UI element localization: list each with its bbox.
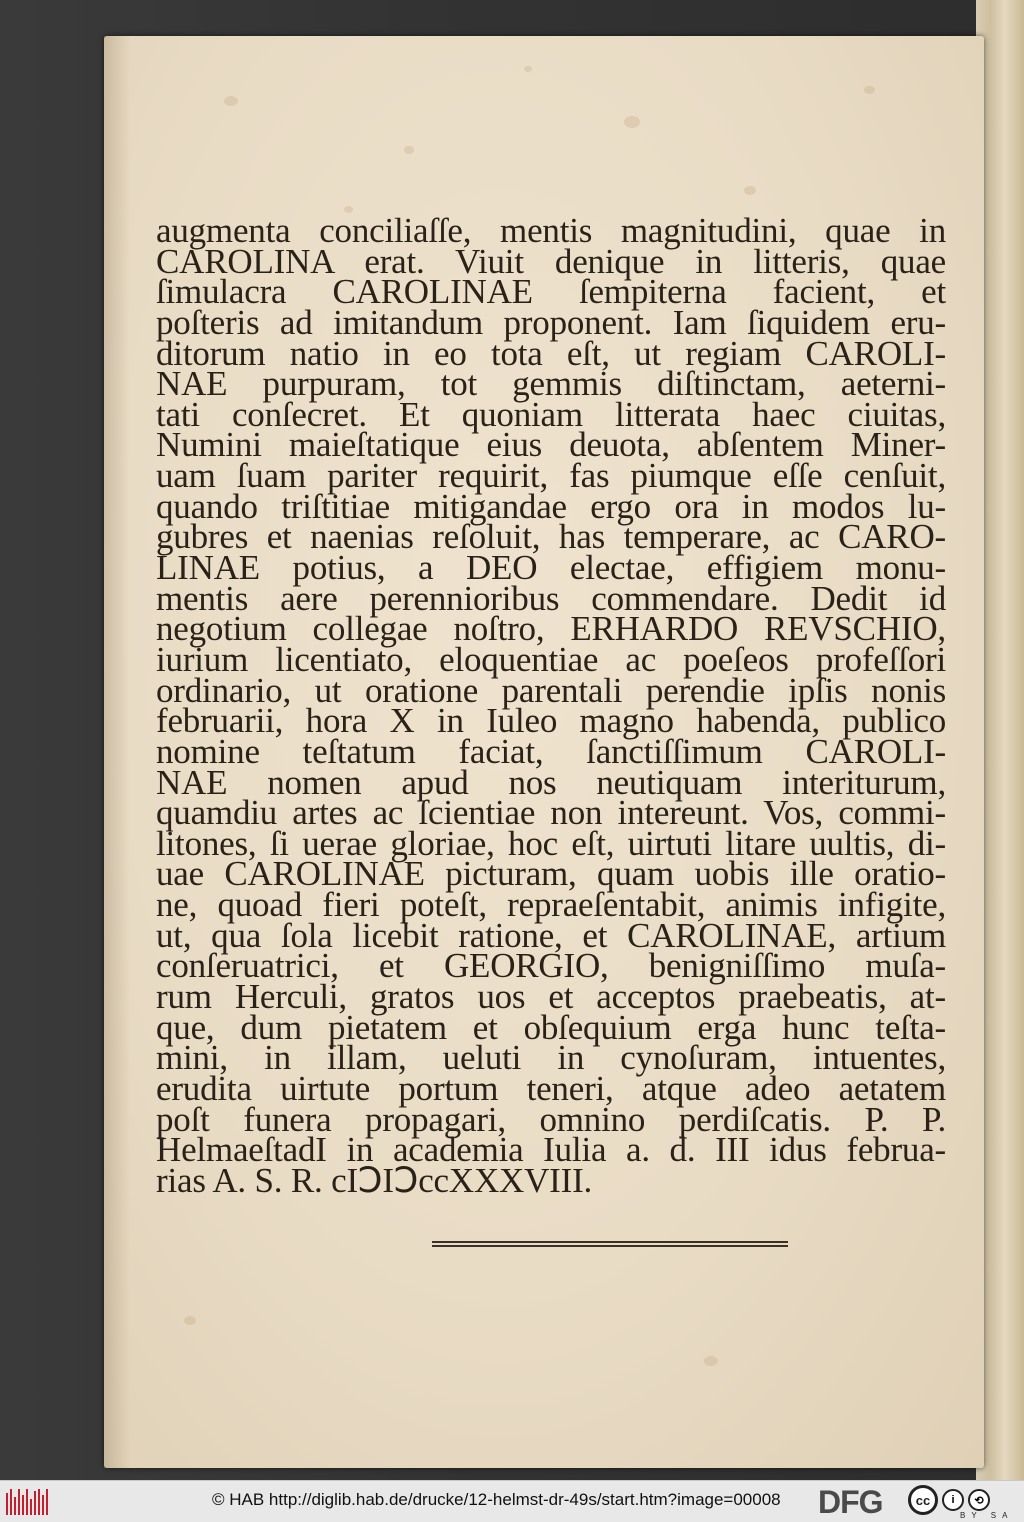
- text-line: ditorum natio in eo tota eſt, ut regiam CAROLI-: [156, 333, 946, 373]
- text-line: negotium collegae noſtro, ERHARDO REVSCHIO,: [156, 609, 946, 649]
- text-line: erudita uirtute portum teneri, atque adeo aetatem: [156, 1068, 946, 1108]
- barcode-icon: [6, 1489, 48, 1515]
- text-line: rias A. S. R. cIↃIↃccXXXVIII.: [156, 1160, 593, 1200]
- text-line: februarii, hora X in Iuleo magno habenda, publico: [156, 701, 946, 741]
- text-line: rum Herculi, gratos uos et acceptos praebeatis, at-: [156, 977, 946, 1017]
- text-line: quamdiu artes ac ſcientiae non intereunt. Vos, commi-: [156, 793, 946, 833]
- double-rule-divider: [432, 1241, 788, 1249]
- text-line: HelmaeſtadI in academia Iulia a. d. III idus februa-: [156, 1130, 946, 1170]
- text-line: poſt funera propagari, omnino perdiſcatis. P. P.: [156, 1099, 946, 1139]
- text-line: gubres et naenias reſoluit, has temperare, ac CARO-: [156, 517, 946, 557]
- text-line: ordinario, ut oratione parentali perendie ipſis nonis: [156, 670, 946, 710]
- cc-sa-icon: ⟲: [968, 1489, 990, 1511]
- text-line: CAROLINA erat. Viuit denique in litteris, quae: [156, 241, 946, 281]
- dfg-logo: DFG: [818, 1484, 883, 1520]
- text-line: ut, qua ſola licebit ratione, et CAROLINAE, artium: [156, 915, 946, 955]
- text-line: ne, quoad fieri poteſt, repraeſentabit, animis infigite,: [156, 885, 946, 925]
- footer-bar: [0, 1480, 1024, 1522]
- text-line: NAE nomen apud nos neutiquam interiturum,: [156, 762, 946, 802]
- text-line: poſteris ad imitandum proponent. Iam ſiquidem eru-: [156, 302, 946, 342]
- cc-icon: cc: [908, 1485, 938, 1515]
- text-line: tati conſecret. Et quoniam litterata haec ciuitas,: [156, 394, 946, 434]
- text-line: nomine teſtatum faciat, ſanctiſſimum CAROLI-: [156, 731, 946, 771]
- text-line: augmenta conciliaſſe, mentis magnitudini, quae in: [156, 211, 946, 250]
- text-line: iurium licentiato, eloquentiae ac poeſeos profeſſori: [156, 639, 946, 679]
- text-line: uam ſuam pariter requirit, fas piumque eſſe cenſuit,: [156, 456, 946, 496]
- text-line: quando triſtitiae mitigandae ergo ora in modos lu-: [156, 486, 946, 526]
- text-line: mini, in illam, ueluti in cynoſuram, intuentes,: [156, 1038, 946, 1078]
- text-line: NAE purpuram, tot gemmis diſtinctam, aeterni-: [156, 364, 946, 404]
- text-line: que, dum pietatem et obſequium erga hunc teſta-: [156, 1007, 946, 1047]
- citation-link[interactable]: © HAB http://diglib.hab.de/drucke/12-helmst-dr-49s/start.htm?image=00008: [212, 1490, 781, 1509]
- text-line: ſimulacra CAROLINAE ſempiterna facient, et: [156, 272, 946, 312]
- text-line: LINAE potius, a DEO electae, effigiem monu-: [156, 548, 946, 588]
- latin-text-block: [156, 211, 946, 1200]
- text-line: mentis aere perennioribus commendare. Dedit id: [156, 578, 946, 618]
- text-line: Numini maieſtatique eius deuota, abſentem Miner-: [156, 425, 946, 465]
- cc-by-icon: i: [942, 1489, 964, 1511]
- license-labels: BY SA: [960, 1511, 1014, 1520]
- text-line: conſeruatrici, et GEORGIO, benigniſſimo muſa-: [156, 946, 946, 986]
- text-line: litones, ſi uerae gloriae, hoc eſt, uirtuti litare uultis, di-: [156, 823, 946, 863]
- text-line: uae CAROLINAE picturam, quam uobis ille oratio-: [156, 854, 946, 894]
